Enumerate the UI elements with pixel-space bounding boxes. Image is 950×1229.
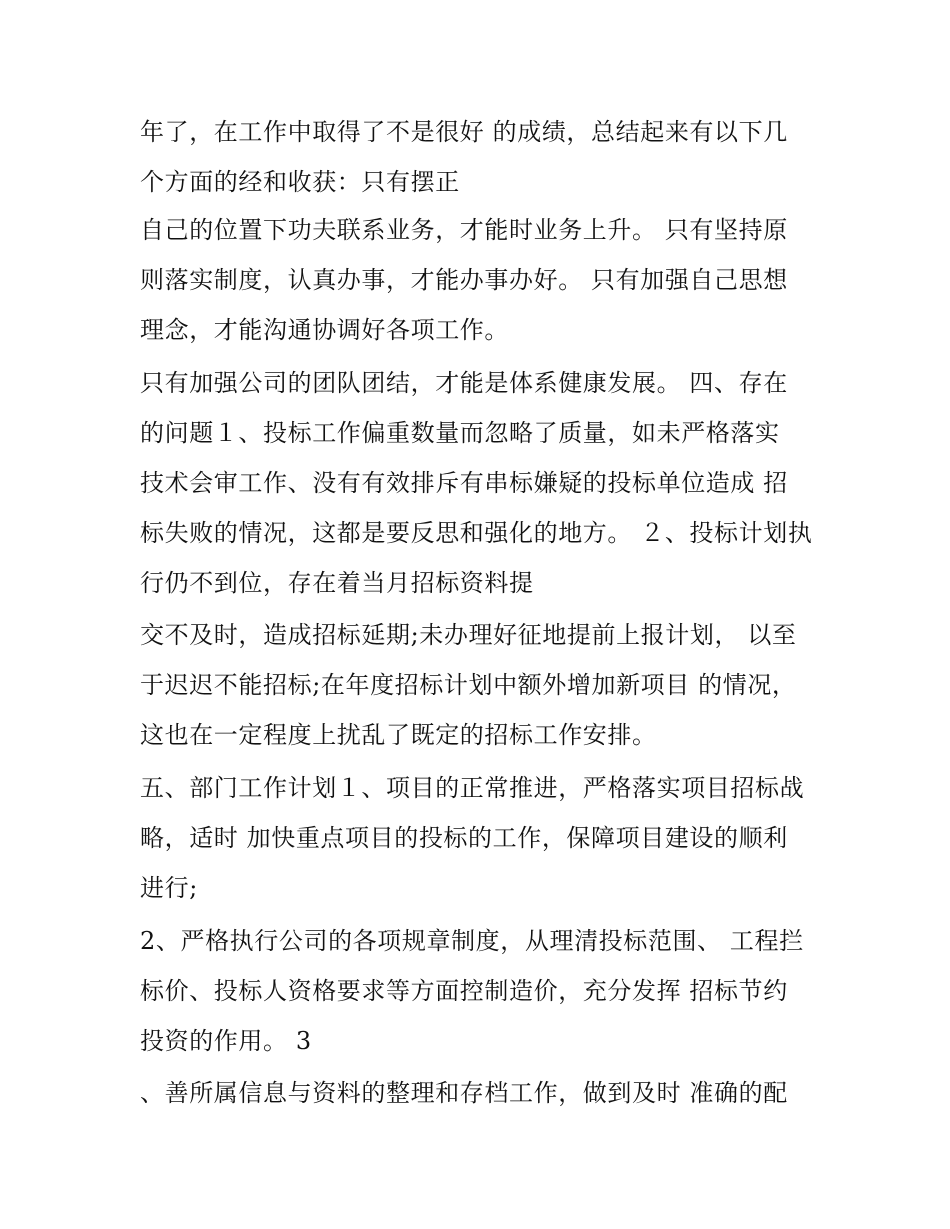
- text-line: 略，适时 加快重点项目的投标的工作，保障项目建设的顺利: [140, 824, 788, 852]
- text-line: 理念，才能沟通协调好各项工作。: [140, 316, 509, 344]
- text-line: 2、严格执行公司的各项规章制度，从理清投标范围、 工程拦: [140, 927, 804, 955]
- text-line: 行仍不到位，存在着当月招标资料提: [140, 569, 534, 597]
- text-line: 则落实制度，认真办事，才能办事办好。 只有加强自己思想: [140, 266, 788, 294]
- text-line: 的问题１、投标工作偏重数量而忽略了质量，如未严格落实: [140, 419, 780, 447]
- text-line: 自己的位置下功夫联系业务，才能时业务上升。 只有坚持原: [140, 216, 788, 244]
- text-line: 这也在一定程度上扰乱了既定的招标工作安排。: [140, 721, 657, 749]
- text-line: 标失败的情况，这都是要反思和强化的地方。 ２、投标计划执: [140, 519, 813, 547]
- text-line: 五、部门工作计划１、项目的正常推进，严格落实项目招标战: [140, 774, 805, 802]
- text-line: 个方面的经和收获：只有摆正: [140, 168, 460, 196]
- text-line: 只有加强公司的团队团结，才能是体系健康发展。 四、存在: [140, 369, 788, 397]
- text-line: 于迟迟不能招标;在年度招标计划中额外增加新项目 的情况，: [140, 671, 797, 699]
- text-line: 进行;: [140, 874, 198, 902]
- text-line: 年了，在工作中取得了不是很好 的成绩，总结起来有以下几: [140, 118, 788, 146]
- text-line: 交不及时，造成招标延期;未办理好征地提前上报计划， 以至: [140, 621, 797, 649]
- text-line: 标价、投标人资格要求等方面控制造价，充分发挥 招标节约: [140, 977, 788, 1005]
- text-line: 投资的作用。 3: [140, 1027, 312, 1055]
- text-line: 、善所属信息与资料的整理和存档工作，做到及时 准确的配: [140, 1079, 788, 1107]
- text-line: 技术会审工作、没有有效排斥有串标嫌疑的投标单位造成 招: [140, 469, 788, 497]
